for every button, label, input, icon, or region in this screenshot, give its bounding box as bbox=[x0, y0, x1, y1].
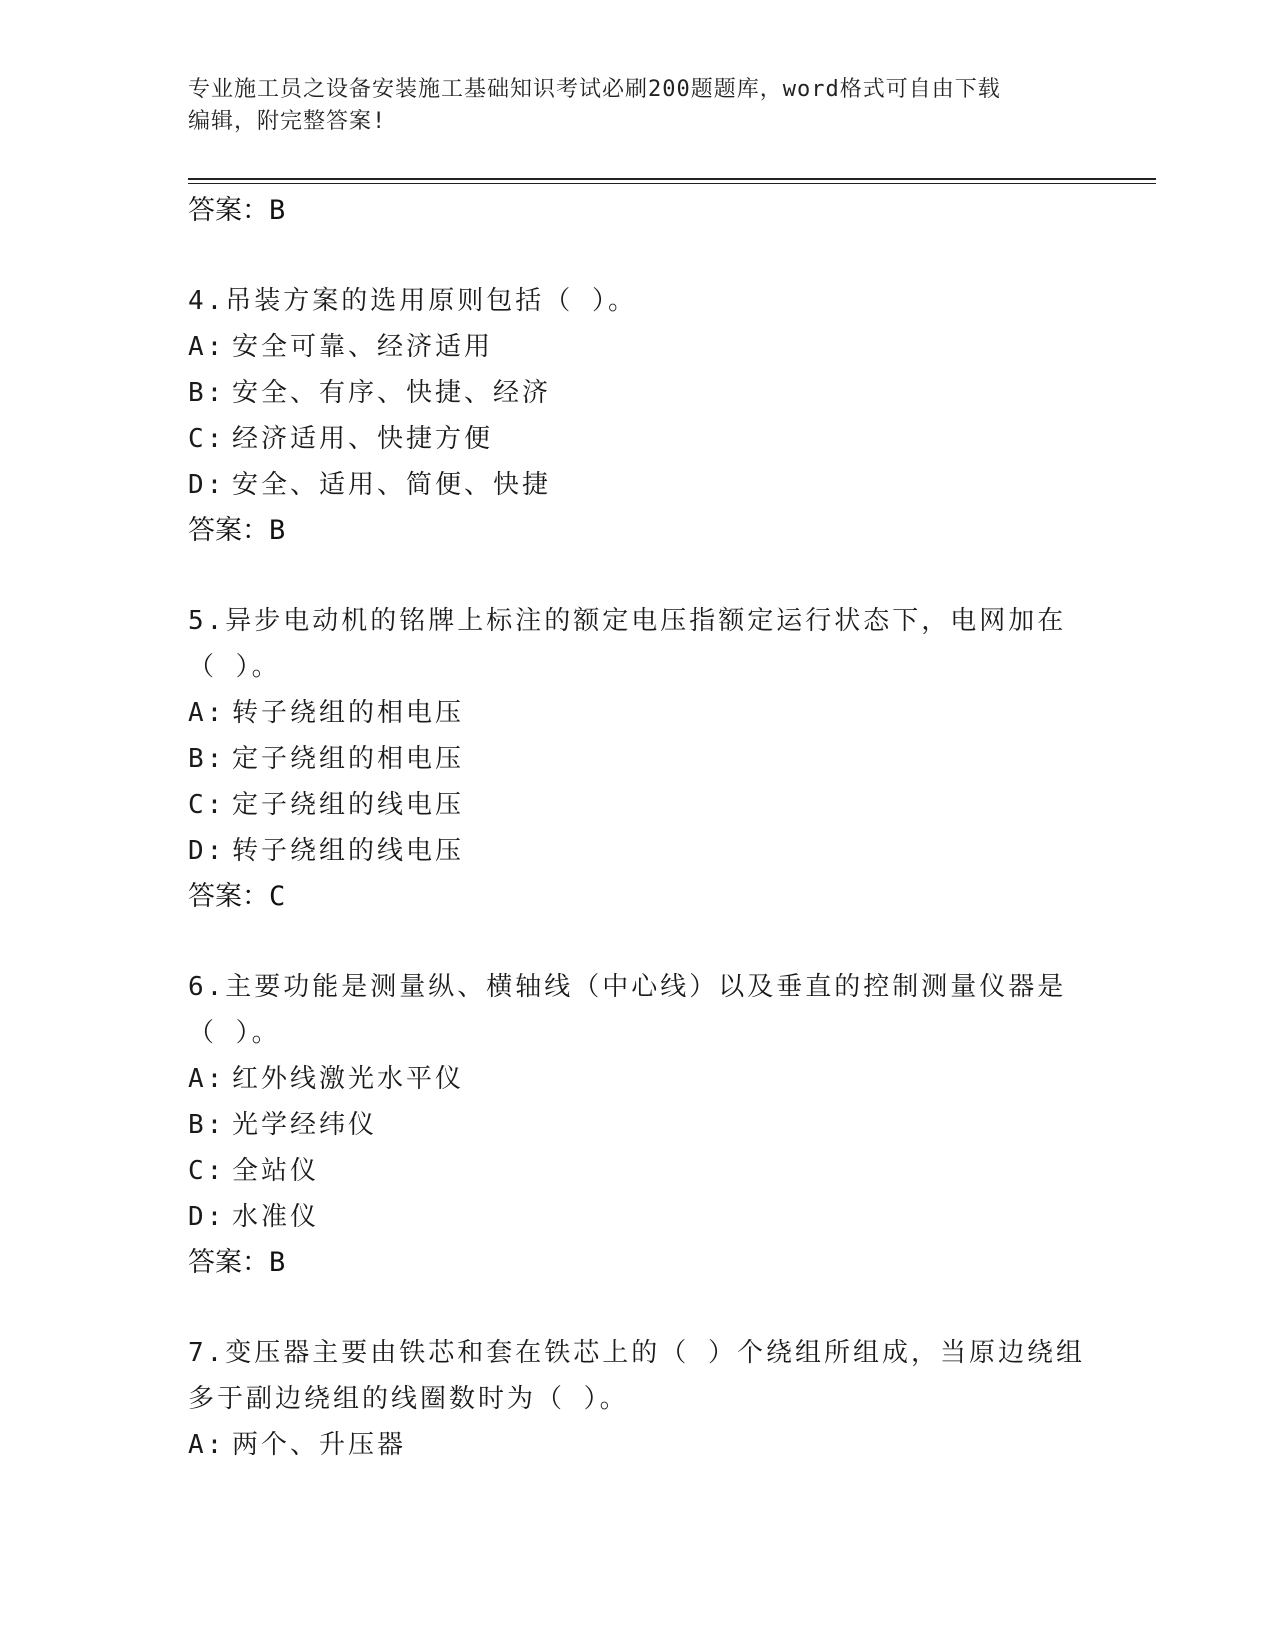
question-text: 4.吊装方案的选用原则包括（ ）。 bbox=[188, 286, 637, 316]
option-key: A: bbox=[188, 1430, 226, 1460]
question-text: 6.主要功能是测量纵、横轴线（中心线）以及垂直的控制测量仪器是 bbox=[188, 972, 1067, 1002]
option-c bbox=[188, 782, 1088, 828]
question-text: 5.异步电动机的铭牌上标注的额定电压指额定运行状态下，电网加在 bbox=[188, 606, 1067, 636]
option-text: 定子绕组的线电压 bbox=[232, 790, 465, 820]
question-list bbox=[188, 188, 1088, 1468]
header-divider-thick bbox=[188, 178, 1156, 180]
option-d bbox=[188, 462, 1088, 508]
option-text: 安全可靠、经济适用 bbox=[232, 332, 494, 362]
header-line-1: 专业施工员之设备安装施工基础知识考试必刷200题题库，word格式可自由下载 bbox=[188, 77, 1001, 102]
answer-value: C bbox=[269, 881, 286, 912]
header-line-2: 编辑，附完整答案! bbox=[188, 109, 387, 134]
document-header bbox=[188, 74, 1088, 138]
answer-value: B bbox=[269, 1247, 286, 1278]
option-a bbox=[188, 1422, 1088, 1468]
option-text: 光学经纬仪 bbox=[232, 1110, 378, 1140]
question-item bbox=[188, 964, 1088, 1286]
answer-line bbox=[188, 508, 1088, 554]
option-key: A: bbox=[188, 698, 226, 728]
option-b bbox=[188, 1102, 1088, 1148]
option-key: D: bbox=[188, 1202, 226, 1232]
option-key: C: bbox=[188, 790, 226, 820]
option-c bbox=[188, 416, 1088, 462]
header-divider-thin bbox=[188, 183, 1156, 184]
option-key: C: bbox=[188, 424, 226, 454]
answer-label: 答案： bbox=[188, 515, 269, 546]
option-text: 两个、升压器 bbox=[232, 1430, 407, 1460]
option-key: B: bbox=[188, 1110, 226, 1140]
option-text: 转子绕组的相电压 bbox=[232, 698, 465, 728]
option-text: 水准仪 bbox=[232, 1202, 320, 1232]
answer-value: B bbox=[269, 515, 286, 546]
option-text: 安全、有序、快捷、经济 bbox=[232, 378, 552, 408]
option-a bbox=[188, 690, 1088, 736]
option-c bbox=[188, 1148, 1088, 1194]
option-key: D: bbox=[188, 836, 226, 866]
option-text: 安全、适用、简便、快捷 bbox=[232, 470, 552, 500]
option-text: 全站仪 bbox=[232, 1156, 320, 1186]
answer-line bbox=[188, 188, 1088, 234]
answer-line bbox=[188, 1240, 1088, 1286]
option-d bbox=[188, 1194, 1088, 1240]
option-b bbox=[188, 736, 1088, 782]
option-key: A: bbox=[188, 332, 226, 362]
option-b bbox=[188, 370, 1088, 416]
question-item bbox=[188, 278, 1088, 554]
question-text-continued: （ ）。 bbox=[188, 652, 281, 682]
option-text: 定子绕组的相电压 bbox=[232, 744, 465, 774]
option-key: C: bbox=[188, 1156, 226, 1186]
option-text: 转子绕组的线电压 bbox=[232, 836, 465, 866]
answer-value: B bbox=[269, 195, 286, 226]
question-text-continued: 多于副边绕组的线圈数时为（ ）。 bbox=[188, 1384, 629, 1414]
option-key: D: bbox=[188, 470, 226, 500]
option-text: 红外线激光水平仪 bbox=[232, 1064, 465, 1094]
option-text: 经济适用、快捷方便 bbox=[232, 424, 494, 454]
option-key: B: bbox=[188, 378, 226, 408]
option-d bbox=[188, 828, 1088, 874]
answer-line bbox=[188, 874, 1088, 920]
question-text: 7.变压器主要由铁芯和套在铁芯上的（ ）个绕组所组成，当原边绕组 bbox=[188, 1338, 1085, 1368]
question-item bbox=[188, 598, 1088, 920]
answer-label: 答案： bbox=[188, 1247, 269, 1278]
option-key: A: bbox=[188, 1064, 226, 1094]
option-a bbox=[188, 324, 1088, 370]
answer-label: 答案： bbox=[188, 881, 269, 912]
answer-label: 答案： bbox=[188, 195, 269, 226]
question-item bbox=[188, 1330, 1088, 1468]
question-text-continued: （ ）。 bbox=[188, 1018, 281, 1048]
option-a bbox=[188, 1056, 1088, 1102]
option-key: B: bbox=[188, 744, 226, 774]
